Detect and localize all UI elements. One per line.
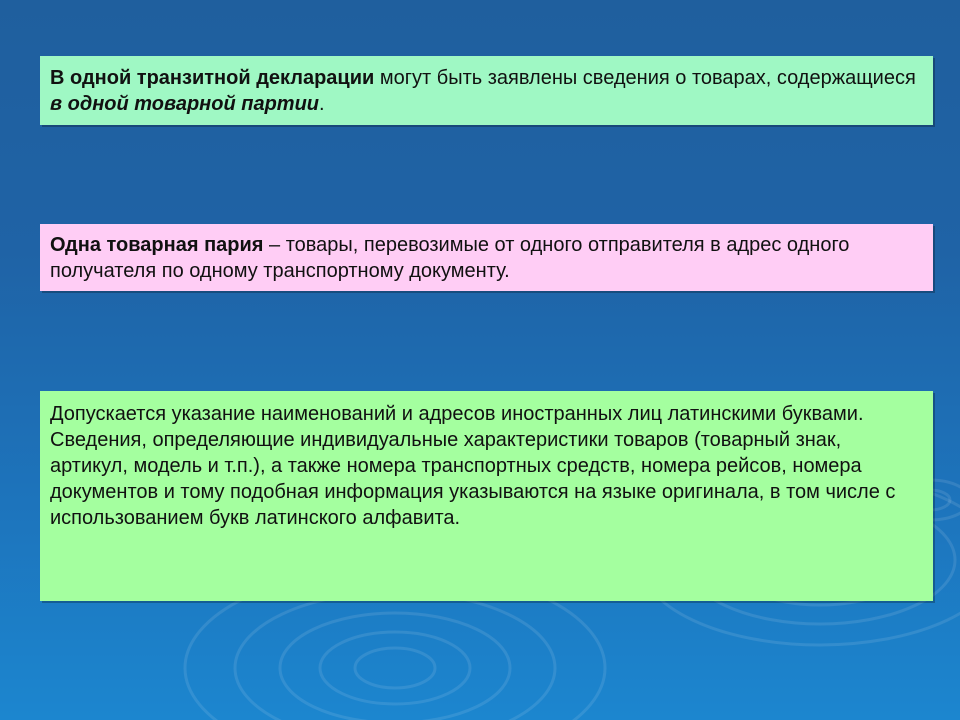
consignment-description: – товары, перевозимые от одного отправителя в адрес одного получателя по одному транспортному документу. [50, 234, 850, 282]
transit-declaration-emphasis: в одной товарной партии [50, 93, 320, 115]
transit-declaration-text [50, 65, 923, 117]
original-language-paragraph: Сведения, определяющие индивидуальные характеристики товаров (товарный знак, артикул, модель и т.п.), а также номера транспортных средств, номера рейсов, номера документов и тому подобная информация указываются на языке оригинала, в том числе с использованием букв латинского алфавита. [50, 429, 896, 529]
transit-declaration-end: . [319, 93, 325, 115]
transit-declaration-statement [40, 56, 933, 125]
consignment-definition-text [50, 232, 923, 284]
transit-declaration-bold-lead: В одной транзитной декларации [50, 67, 375, 89]
consignment-term: Одна товарная пария [50, 234, 264, 256]
latin-letters-rules [40, 391, 933, 601]
transit-declaration-mid: могут быть заявлены сведения о товарах, содержащиеся [374, 67, 916, 89]
latin-names-paragraph: Допускается указание наименований и адресов иностранных лиц латинскими буквами. [50, 403, 864, 425]
consignment-definition [40, 224, 933, 291]
